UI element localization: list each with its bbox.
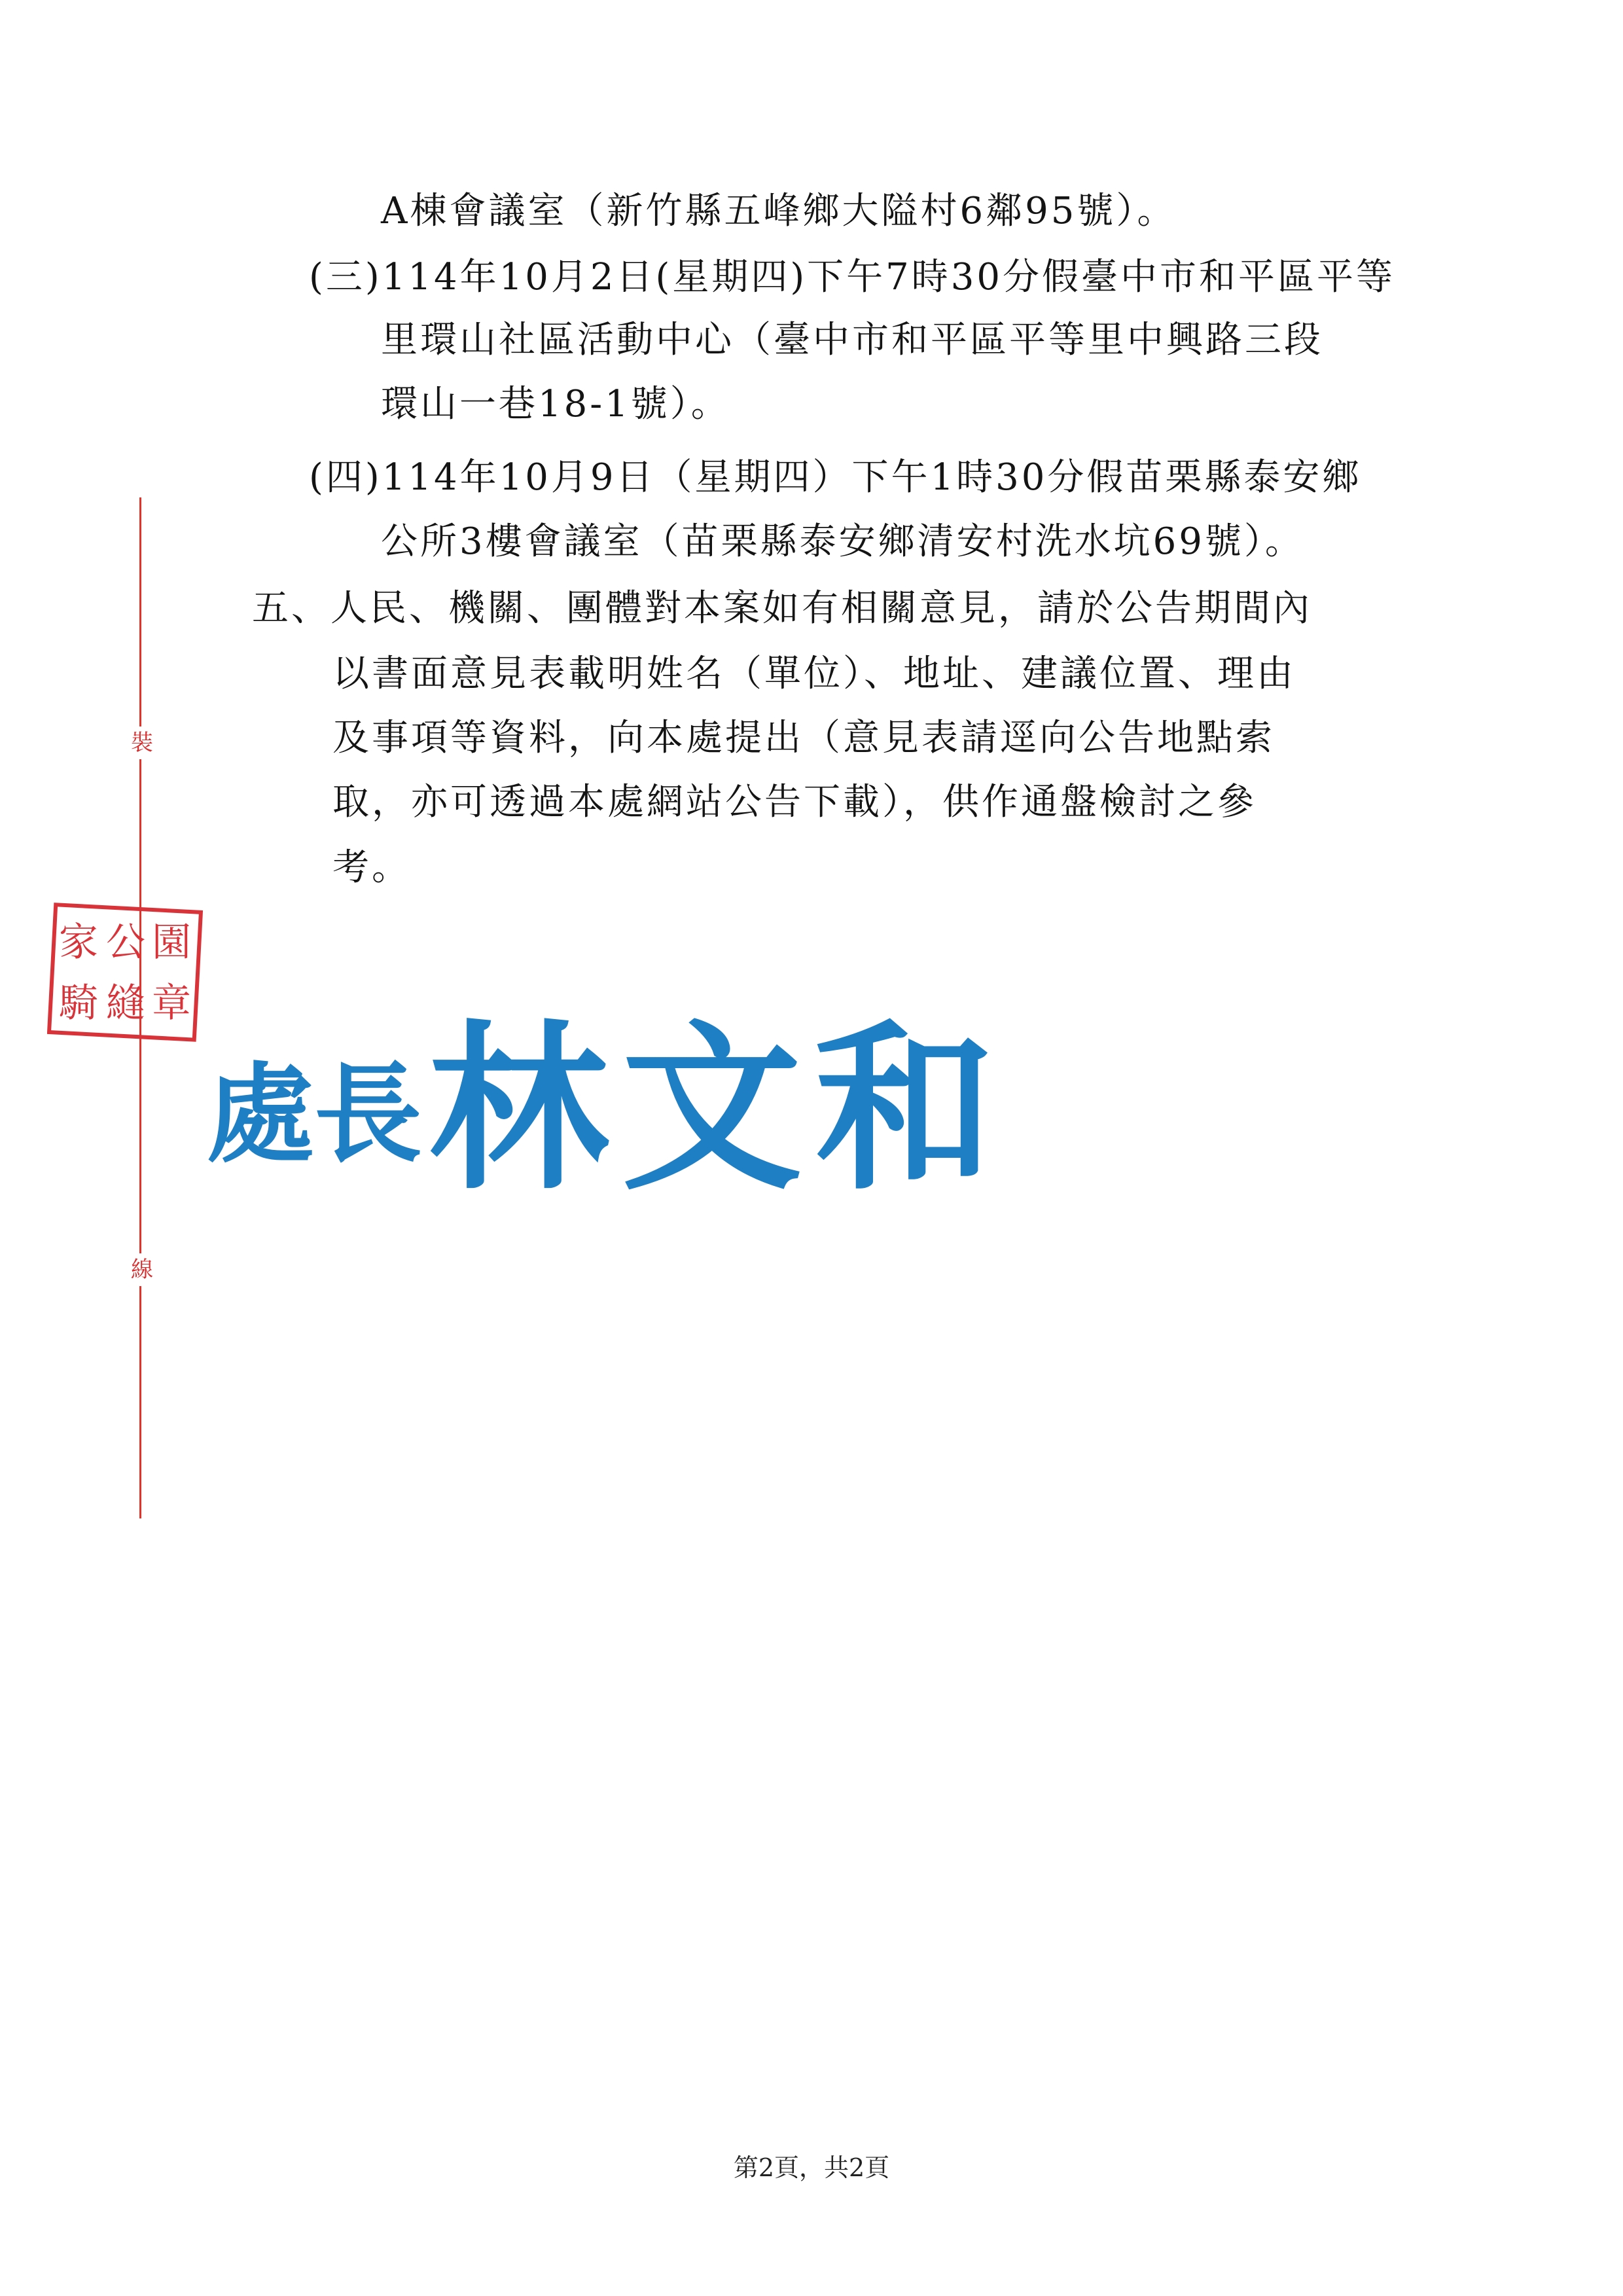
- seal-char: 縫: [106, 980, 145, 1026]
- director-signature: [203, 975, 1047, 1211]
- body-line: 里環山社區活動中心（臺中市和平區平等里中興路三段: [381, 319, 1323, 361]
- signature-title: 處長: [206, 1050, 422, 1177]
- body-line: 五、人民、機關、團體對本案如有相關意見，請於公告期間內: [252, 587, 1312, 630]
- body-line: A棟會議室（新竹縣五峰鄉大隘村6鄰95號）。: [381, 190, 1177, 232]
- red-seal-stamp: [47, 902, 204, 1043]
- body-line: (三)114年10月2日(星期四)下午7時30分假臺中市和平區平等: [309, 256, 1396, 298]
- seal-char: 公: [106, 920, 145, 965]
- body-line: 考。: [332, 846, 411, 889]
- body-line: 公所3樓會議室（苗栗縣泰安鄉清安村洗水坑69號）。: [381, 520, 1304, 563]
- seal-char: 章: [152, 980, 191, 1026]
- binding-label-top: 裝: [129, 726, 155, 759]
- seal-char: 家: [59, 920, 98, 965]
- body-line: 環山一巷18-1號）。: [381, 383, 730, 425]
- binding-label-bottom: 線: [129, 1253, 155, 1286]
- body-line: 及事項等資料，向本處提出（意見表請逕向公告地點索: [332, 717, 1275, 759]
- signature-name: 林文和: [429, 1003, 1008, 1211]
- body-line: (四)114年10月9日（星期四）下午1時30分假苗栗縣泰安鄉: [309, 456, 1362, 499]
- seal-char: 園: [152, 920, 191, 965]
- page-number: 第2頁，共2頁: [733, 2153, 890, 2182]
- seal-char: 騎: [59, 980, 98, 1026]
- body-line: 以書面意見表載明姓名（單位）、地址、建議位置、理由: [332, 653, 1296, 695]
- body-line: 取，亦可透過本處網站公告下載），供作通盤檢討之參: [332, 781, 1257, 823]
